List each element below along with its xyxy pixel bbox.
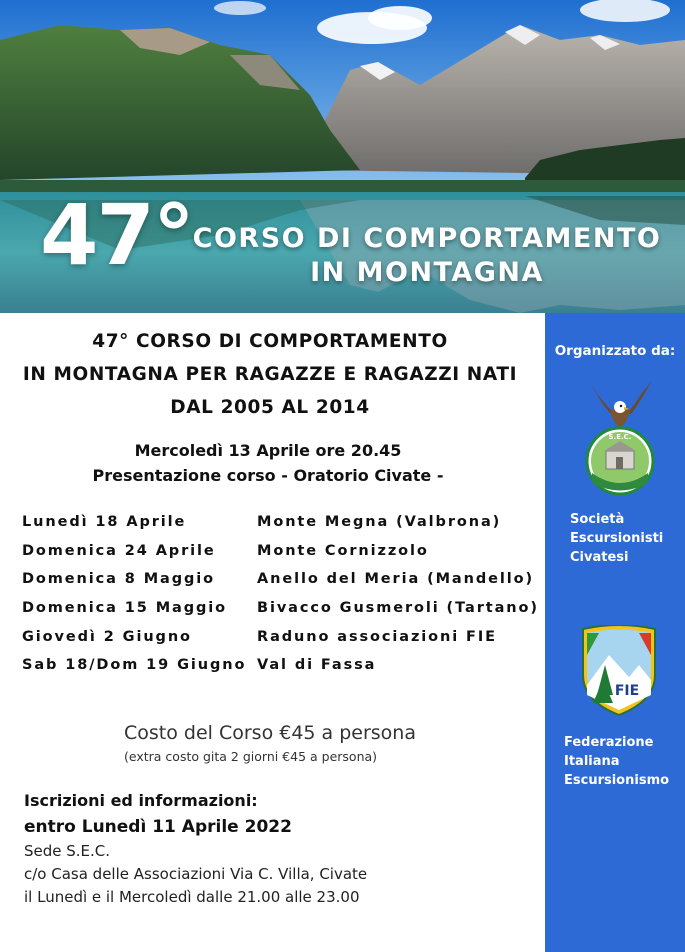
schedule-date: Domenica 24 Aprile (22, 542, 216, 559)
schedule-date: Lunedì 18 Aprile (22, 514, 187, 530)
organizer-heading: Organizzato da: (554, 343, 676, 359)
registration-line: c/o Casa delle Associazioni Via C. Villa, Civate (24, 865, 368, 883)
registration-deadline: entro Lunedì 11 Aprile 2022 (24, 817, 292, 837)
schedule-row (22, 543, 542, 572)
course-title-line-3: DAL 2005 AL 2014 (170, 397, 370, 418)
schedule-date: Sab 18/Dom 19 Giugno (22, 657, 247, 674)
hero-course-number: 47° (40, 186, 193, 284)
schedule-place: Anello del Meria (Mandello) (257, 571, 534, 588)
hero-title-line-2: IN MONTAGNA (310, 257, 544, 288)
schedule-date: Domenica 8 Maggio (22, 571, 216, 588)
registration-line: il Lunedì e il Mercoledì dalle 21.00 alle 23.00 (24, 888, 360, 906)
schedule-row (22, 600, 542, 629)
presentation-location: Presentazione corso - Oratorio Civate - (92, 466, 444, 485)
schedule-place: Val di Fassa (257, 657, 377, 674)
schedule-place: Raduno associazioni FIE (257, 628, 497, 645)
schedule-place: Monte Cornizzolo (257, 542, 429, 559)
registration-info (24, 788, 534, 909)
schedule-row (22, 657, 542, 686)
sec-name-line-3: Civatesi (570, 550, 629, 565)
schedule-date: Domenica 15 Maggio (22, 600, 227, 617)
registration-heading: Iscrizioni ed informazioni: (24, 791, 258, 810)
course-title-line-2: IN MONTAGNA PER RAGAZZE E RAGAZZI NATI (22, 364, 518, 385)
fie-name-line-2: Italiana (564, 754, 620, 769)
fie-name-line-1: Federazione (564, 735, 654, 750)
eagle-emblem-icon (580, 373, 660, 503)
sec-organization-name (570, 510, 663, 567)
fie-organization-name (564, 733, 669, 790)
schedule-list (22, 514, 542, 686)
course-cost: Costo del Corso €45 a persona (124, 722, 416, 744)
course-title-line-1: 47° CORSO DI COMPORTAMENTO (92, 331, 448, 352)
sec-name-line-1: Società (570, 512, 625, 527)
hero-title (192, 222, 662, 290)
presentation-date: Mercoledì 13 Aprile ore 20.45 (134, 441, 402, 460)
schedule-date: Giovedì 2 Giugno (22, 628, 192, 645)
sec-logo-text: S.E.C. (608, 433, 632, 441)
schedule-place: Monte Megna (Valbrona) (257, 514, 502, 530)
schedule-row (22, 514, 542, 543)
fie-name-line-3: Escursionismo (564, 773, 670, 788)
course-cost-note: (extra costo gita 2 giorni €45 a persona) (124, 749, 378, 764)
schedule-row (22, 571, 542, 600)
fie-shield-icon (579, 625, 659, 717)
hero-banner (0, 0, 685, 313)
organizer-sidebar (545, 313, 685, 952)
schedule-place: Bivacco Gusmeroli (Tartano) (257, 600, 539, 617)
fie-logo-text: FIE (614, 683, 640, 699)
sec-name-line-2: Escursionisti (570, 531, 664, 546)
presentation-info (0, 438, 536, 488)
registration-line: Sede S.E.C. (24, 842, 111, 860)
schedule-row (22, 629, 542, 658)
course-title (0, 325, 540, 424)
hero-title-line-1: CORSO DI COMPORTAMENTO (192, 223, 662, 254)
